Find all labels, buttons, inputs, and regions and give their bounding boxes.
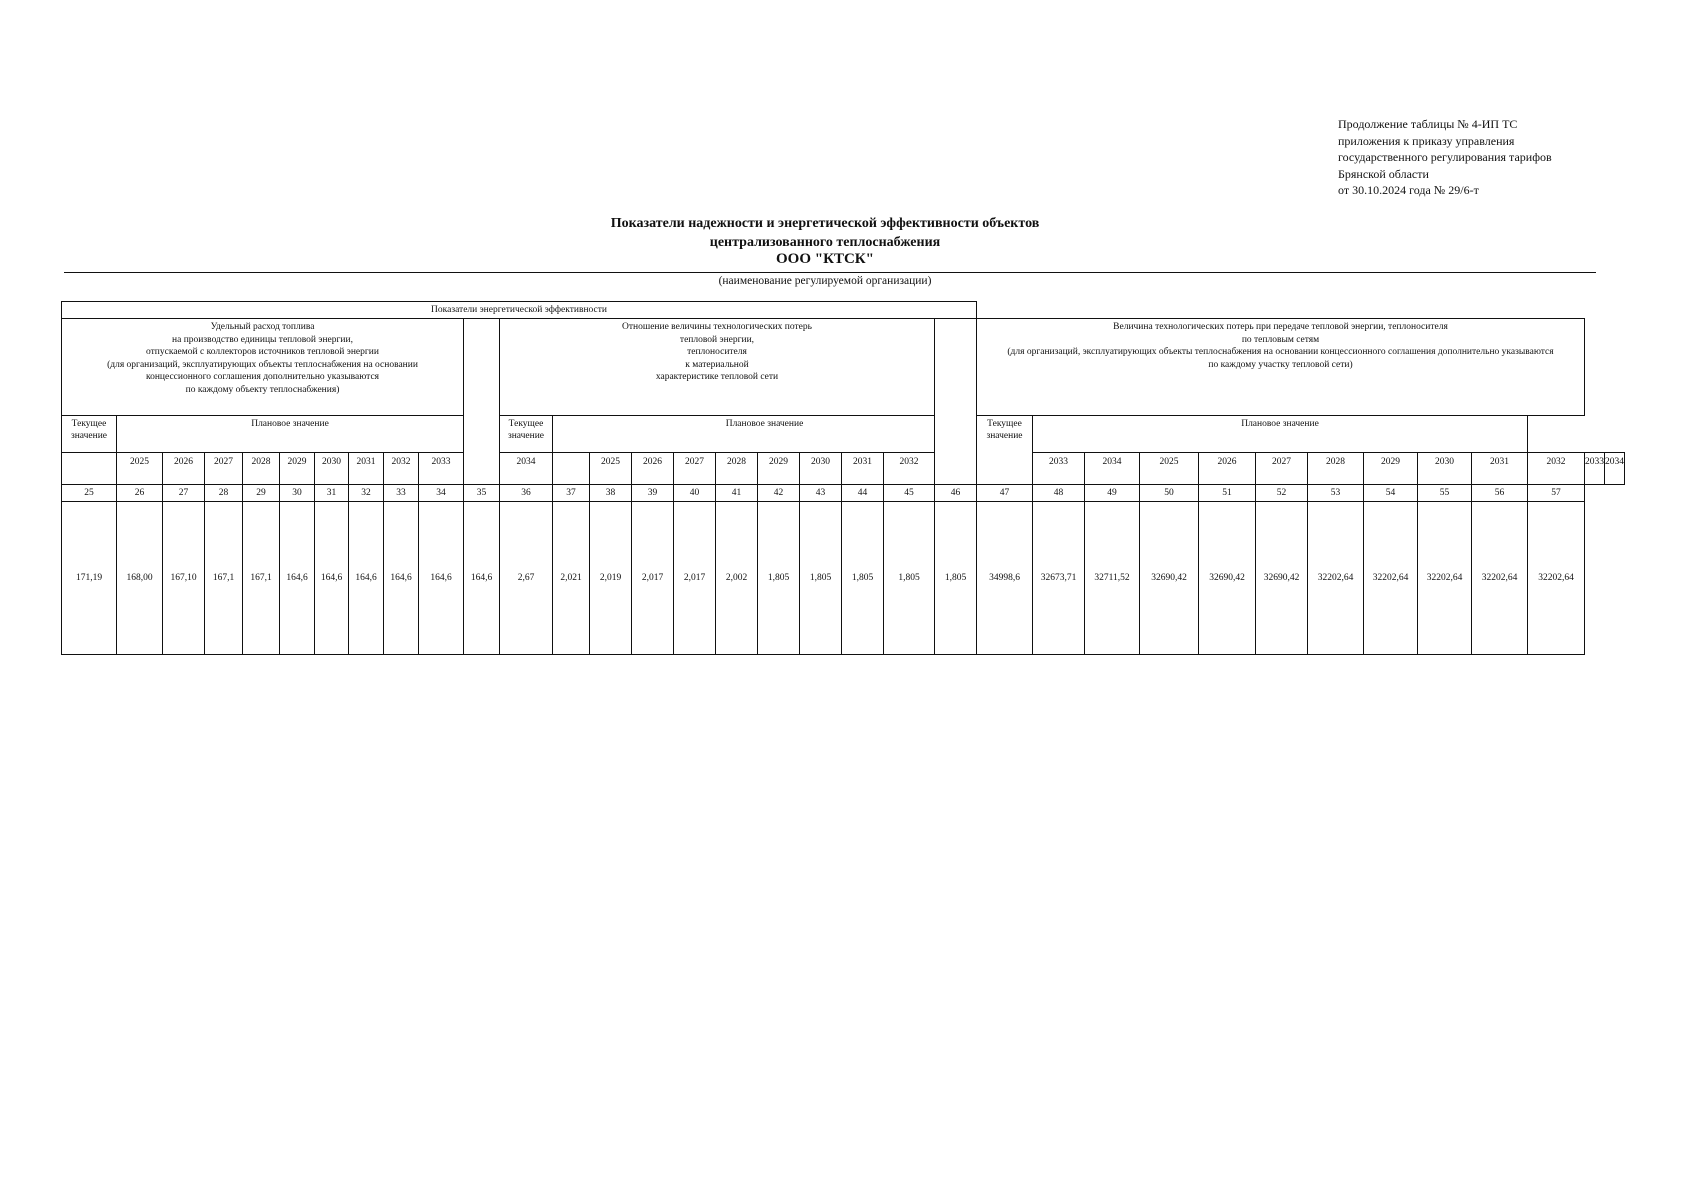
year-cell: 2027 — [674, 453, 716, 485]
value-cell: 164,6 — [315, 502, 349, 655]
column-number-cell: 44 — [842, 485, 884, 502]
column-number-cell: 50 — [1140, 485, 1199, 502]
group-title-line: Величина технологических потерь при передаче тепловой энергии, теплоносителя — [1113, 322, 1448, 332]
value-cell: 32690,42 — [1140, 502, 1199, 655]
planned-value-label: Плановое значение — [1033, 416, 1528, 453]
column-number-cell: 42 — [758, 485, 800, 502]
group-title — [500, 321, 934, 384]
value-cell: 32690,42 — [1256, 502, 1308, 655]
value-cell: 164,6 — [384, 502, 419, 655]
value-cell: 34998,6 — [977, 502, 1033, 655]
column-number-cell: 43 — [800, 485, 842, 502]
band-row — [62, 302, 1625, 319]
column-number-row — [62, 485, 1625, 502]
column-number-cell: 40 — [674, 485, 716, 502]
year-cell: 2028 — [1308, 453, 1364, 485]
value-cell: 168,00 — [117, 502, 163, 655]
column-number-cell: 47 — [977, 485, 1033, 502]
year-cell: 2028 — [716, 453, 758, 485]
value-cell: 164,6 — [349, 502, 384, 655]
year-spacer-cell — [553, 453, 590, 485]
year-cell: 2026 — [1199, 453, 1256, 485]
value-cell: 164,6 — [280, 502, 315, 655]
value-cell: 2,002 — [716, 502, 758, 655]
group-title-cell — [977, 319, 1585, 416]
year-cell: 2029 — [758, 453, 800, 485]
value-label-row — [62, 416, 1625, 453]
column-number-cell: 41 — [716, 485, 758, 502]
value-cell: 32673,71 — [1033, 502, 1085, 655]
value-cell: 2,017 — [632, 502, 674, 655]
year-cell: 2034 — [1085, 453, 1140, 485]
year-cell: 2026 — [632, 453, 674, 485]
year-cell: 2031 — [842, 453, 884, 485]
value-cell: 2,017 — [674, 502, 716, 655]
column-number-cell: 56 — [1472, 485, 1528, 502]
group-title-line: (для организаций, эксплуатирующих объекты теплоснабжения на основании — [107, 359, 418, 370]
column-number-cell: 29 — [243, 485, 280, 502]
value-cell: 32202,64 — [1364, 502, 1418, 655]
group-title-cell — [500, 319, 935, 416]
value-cell: 1,805 — [842, 502, 884, 655]
header-note-line: государственного регулирования тарифов — [1338, 150, 1552, 164]
year-spacer-cell — [62, 453, 117, 485]
value-cell: 1,805 — [800, 502, 842, 655]
year-cell: 2034 — [500, 453, 553, 485]
year-cell: 2029 — [280, 453, 315, 485]
group-title-line: Удельный расход топлива — [210, 322, 315, 332]
column-number-cell: 55 — [1418, 485, 1472, 502]
column-number-cell: 46 — [935, 485, 977, 502]
column-number-cell: 36 — [500, 485, 553, 502]
group-blank-cell — [464, 319, 500, 485]
year-cell: 2032 — [384, 453, 419, 485]
group-title-line: Отношение величины технологических потерь — [622, 322, 812, 332]
column-number-cell: 30 — [280, 485, 315, 502]
column-number-cell: 39 — [632, 485, 674, 502]
value-cell: 1,805 — [935, 502, 977, 655]
title-line: Показатели надежности и энергетической эффективности объектов — [610, 216, 1040, 231]
header-note-line: Брянской области — [1338, 166, 1429, 181]
group-title-line: отпускаемой с коллекторов источников тепловой энергии — [146, 347, 379, 357]
title-line: централизованного теплоснабжения — [709, 235, 941, 250]
group-title — [977, 321, 1584, 371]
current-value-label: Текущее значение — [62, 416, 117, 453]
year-cell: 2026 — [163, 453, 205, 485]
group-title-line: теплоносителя — [687, 347, 747, 357]
value-cell: 171,19 — [62, 502, 117, 655]
group-title-line: характеристике тепловой сети — [655, 372, 779, 382]
header-note-line: Продолжение таблицы № 4-ИП ТС — [1338, 117, 1518, 131]
year-cell: 2025 — [590, 453, 632, 485]
header-note-line: от 30.10.2024 года № 29/6-т — [1338, 183, 1479, 197]
column-number-cell: 37 — [553, 485, 590, 502]
year-cell: 2032 — [884, 453, 935, 485]
value-cell: 32690,42 — [1199, 502, 1256, 655]
group-title-cell — [62, 319, 464, 416]
group-title — [62, 321, 463, 396]
year-cell: 2028 — [243, 453, 280, 485]
column-number-cell: 25 — [62, 485, 117, 502]
year-cell: 2033 — [1585, 453, 1605, 485]
group-title-line: по тепловым сетям — [1241, 334, 1320, 345]
organization-underline — [64, 272, 1596, 273]
value-cell: 32202,64 — [1308, 502, 1364, 655]
column-number-cell: 53 — [1308, 485, 1364, 502]
band-gap-cell — [977, 302, 1585, 319]
value-cell: 2,67 — [500, 502, 553, 655]
indicators-table — [61, 301, 1625, 655]
year-cell: 2029 — [1364, 453, 1418, 485]
column-number-cell: 26 — [117, 485, 163, 502]
group-title-line: (для организаций, эксплуатирующих объекты теплоснабжения на основании концессионного соглашения дополнительно указываются — [1007, 347, 1554, 357]
values-row — [62, 502, 1625, 655]
header-note-line: приложения к приказу управления — [1338, 133, 1515, 148]
column-number-cell: 28 — [205, 485, 243, 502]
year-cell: 2025 — [117, 453, 163, 485]
organization-name: ООО "КТСК" — [776, 251, 874, 267]
column-number-cell: 52 — [1256, 485, 1308, 502]
current-value-label: Текущее значение — [977, 416, 1033, 485]
value-cell: 167,1 — [243, 502, 280, 655]
value-cell: 32202,64 — [1528, 502, 1585, 655]
year-row — [62, 453, 1625, 485]
planned-value-label: Плановое значение — [553, 416, 977, 453]
year-cell: 2027 — [1256, 453, 1308, 485]
value-cell: 164,6 — [464, 502, 500, 655]
group-blank-cell — [935, 319, 977, 485]
value-cell: 32202,64 — [1418, 502, 1472, 655]
column-number-cell: 31 — [315, 485, 349, 502]
value-cell: 167,10 — [163, 502, 205, 655]
current-value-label: Текущее значение — [500, 416, 553, 453]
document-title — [300, 214, 1350, 252]
year-cell: 2031 — [349, 453, 384, 485]
group-title-line: по каждому участку тепловой сети) — [1208, 359, 1353, 370]
band-header-cell: Показатели энергетической эффективности — [62, 302, 977, 319]
year-cell: 2032 — [1528, 453, 1585, 485]
group-title-line: концессионного соглашения дополнительно указываются — [145, 372, 380, 382]
year-cell: 2033 — [419, 453, 464, 485]
group-title-line: к материальной — [685, 359, 749, 370]
year-cell: 2033 — [1033, 453, 1085, 485]
group-title-row — [62, 319, 1625, 416]
header-note — [1338, 116, 1638, 199]
column-number-cell: 57 — [1528, 485, 1585, 502]
year-cell: 2034 — [1605, 453, 1625, 485]
year-cell: 2027 — [205, 453, 243, 485]
value-cell: 32202,64 — [1472, 502, 1528, 655]
group-title-line: на производство единицы тепловой энергии, — [172, 334, 353, 345]
value-cell: 2,019 — [590, 502, 632, 655]
column-number-cell: 33 — [384, 485, 419, 502]
year-cell: 2030 — [800, 453, 842, 485]
column-number-cell: 49 — [1085, 485, 1140, 502]
column-number-cell: 34 — [419, 485, 464, 502]
column-number-cell: 32 — [349, 485, 384, 502]
column-number-cell: 38 — [590, 485, 632, 502]
value-cell: 2,021 — [553, 502, 590, 655]
value-cell: 1,805 — [758, 502, 800, 655]
year-cell: 2025 — [1140, 453, 1199, 485]
column-number-cell: 54 — [1364, 485, 1418, 502]
planned-value-label: Плановое значение — [117, 416, 464, 453]
column-number-cell: 45 — [884, 485, 935, 502]
value-cell: 164,6 — [419, 502, 464, 655]
column-number-cell: 35 — [464, 485, 500, 502]
column-number-cell: 48 — [1033, 485, 1085, 502]
group-title-line: тепловой энергии, — [679, 334, 755, 345]
column-number-cell: 51 — [1199, 485, 1256, 502]
organization-caption: (наименование регулируемой организации) — [718, 275, 932, 287]
year-cell: 2031 — [1472, 453, 1528, 485]
group-title-line: по каждому объекту теплоснабжения) — [185, 384, 340, 395]
value-cell: 1,805 — [884, 502, 935, 655]
value-cell: 167,1 — [205, 502, 243, 655]
year-cell: 2030 — [1418, 453, 1472, 485]
year-cell: 2030 — [315, 453, 349, 485]
column-number-cell: 27 — [163, 485, 205, 502]
value-cell: 32711,52 — [1085, 502, 1140, 655]
